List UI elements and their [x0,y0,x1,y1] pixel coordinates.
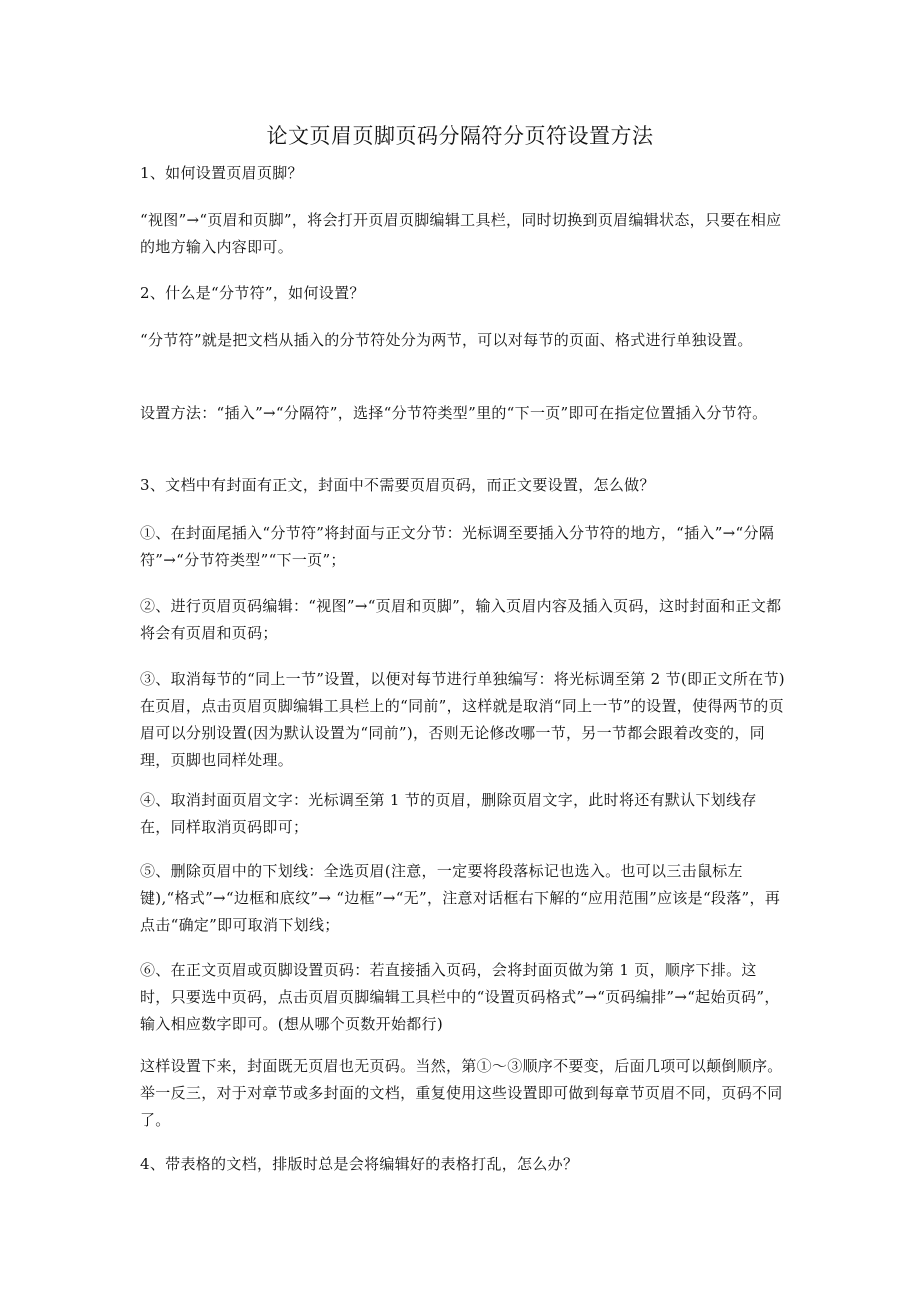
heading-2: 2、什么是“分节符”，如何设置？ [140,284,365,302]
document-title: 论文页眉页脚页码分隔符分页符设置方法 [266,124,654,148]
heading-3: 3、文档中有封面有正文，封面中不需要页眉页码，而正文要设置，怎么做？ [140,476,655,494]
heading-4: 4、带表格的文档，排版时总是会将编辑好的表格打乱，怎么办？ [140,1155,579,1173]
paragraph-summary: 这样设置下来，封面既无页眉也无页码。当然，第①～③顺序不要变，后面几项可以颠倒顺序。举一反三，对于对章节或多封面的文档，重复使用这些设置即可做到每章节页眉不同，页码不同了。 [140,1057,783,1129]
step-3: ③、取消每节的“同上一节”设置，以便对每节进行单独编写：将光标调至第 2 节(即正文所在节)在页眉，点击页眉页脚编辑工具栏上的“同前”，这样就是取消“同上一节”的设置，使得两节的页眉可以分别设置(因为默认设置为“同前”)，否则无论修改哪一节，另一节都会跟着改变的，同理，页脚也同样处理。 [140,670,785,769]
paragraph-1: “视图”→“页眉和页脚”，将会打开页眉页脚编辑工具栏，同时切换到页眉编辑状态，只要在相应的地方输入内容即可。 [140,211,782,256]
step-5: ⑤、删除页眉中的下划线：全选页眉(注意，一定要将段落标记也选入。也可以三击鼠标左键),“格式”→“边框和底纹”→ “边框”→“无”，注意对话框右下解的“应用范围”应该是“段落”，再点击“确定”即可取消下划线； [140,862,781,934]
step-6: ⑥、在正文页眉或页脚设置页码：若直接插入页码，会将封面页做为第 1 页，顺序下排。这时，只要选中页码，点击页眉页脚编辑工具栏中的“设置页码格式”→“页码编排”→“起始页码”，输入相应数字即可。(想从哪个页数开始都行) [140,961,780,1033]
paragraph-2: “分节符”就是把文档从插入的分节符处分为两节，可以对每节的页面、格式进行单独设置。 [140,331,753,349]
heading-1: 1、如何设置页眉页脚？ [140,164,303,182]
step-2: ②、进行页眉页码编辑：“视图”→“页眉和页脚”，输入页眉内容及插入页码，这时封面和正文都将会有页眉和页码； [140,597,782,642]
paragraph-3: 设置方法：“插入”→“分隔符”，选择“分节符类型”里的“下一页”即可在指定位置插入分节符。 [140,404,768,422]
step-4: ④、取消封面页眉文字：光标调至第 1 节的页眉，删除页眉文字，此时将还有默认下划线存在，同样取消页码即可； [140,791,757,836]
step-1: ①、在封面尾插入“分节符”将封面与正文分节：光标调至要插入分节符的地方，“插入”→“分隔符”→“分节符类型”“下一页”； [140,524,775,569]
